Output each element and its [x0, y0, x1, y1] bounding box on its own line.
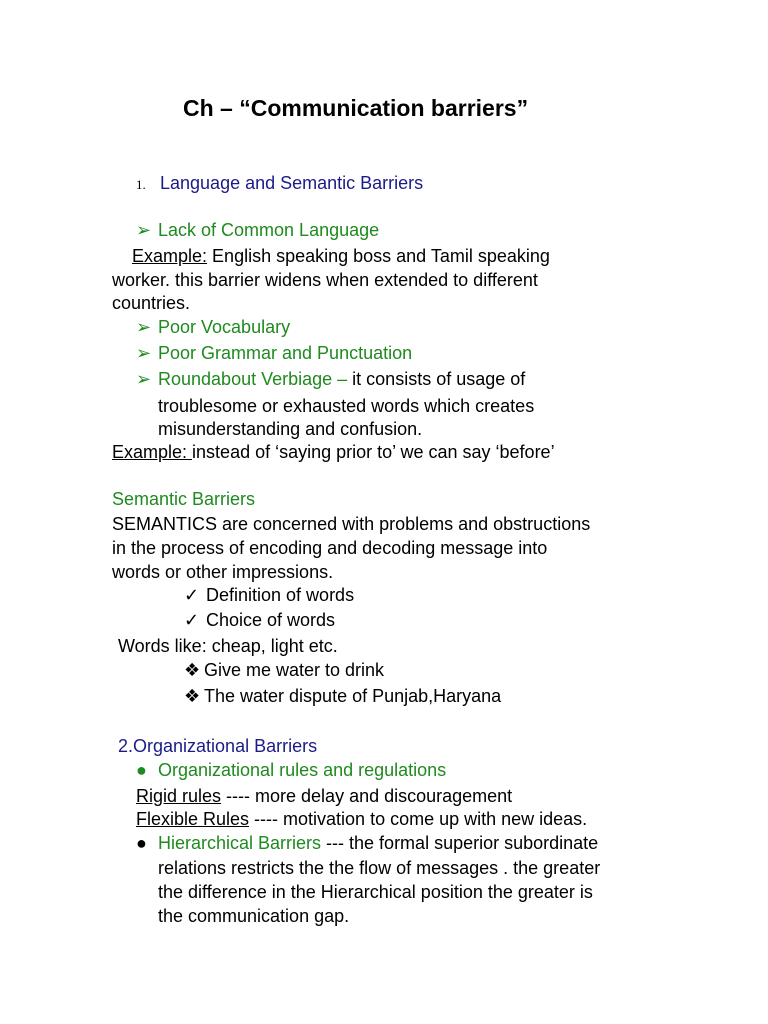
hierarchical-line-4: the communication gap. [158, 906, 350, 926]
item-text: it consists of usage of [347, 369, 526, 389]
item-label: Hierarchical Barriers [158, 833, 322, 853]
diamond-item-water [184, 659, 384, 681]
checkmark-icon: ✓ [184, 610, 200, 630]
item-label: Poor Vocabulary [158, 317, 291, 337]
section-2-heading: 2.Organizational Barriers [118, 736, 318, 756]
example-1-line-3: countries. [112, 293, 191, 313]
item-label: Definition of words [206, 585, 355, 605]
semantic-line-1: SEMANTICS are concerned with problems and obstructions [112, 514, 591, 534]
example-label: Example: [132, 246, 208, 266]
example-label: Example: [112, 442, 193, 462]
arrow-bullet-icon: ➢ [136, 343, 152, 363]
check-item-definition [184, 584, 354, 606]
flexible-rules-line [136, 808, 587, 830]
item-label: Choice of words [206, 610, 336, 630]
flexible-label: Flexible Rules [136, 809, 250, 829]
arrow-bullet-icon: ➢ [136, 317, 152, 337]
example-2 [112, 441, 555, 463]
diamond-bullet-icon: ❖ [184, 686, 201, 706]
arrow-bullet-icon: ➢ [136, 369, 152, 389]
semantic-barriers-heading: Semantic Barriers [112, 489, 256, 509]
flexible-text: ---- motivation to come up with new ideas. [249, 809, 588, 829]
item-label: Roundabout Verbiage – [158, 369, 348, 389]
diamond-bullet-icon: ❖ [184, 660, 201, 680]
example-text: English speaking boss and Tamil speaking [207, 246, 550, 266]
arrow-bullet-icon: ➢ [136, 220, 152, 240]
example-1-line-1 [132, 245, 550, 267]
semantic-line-2: in the process of encoding and decoding message into [112, 538, 548, 558]
section-number: 1. [136, 177, 146, 192]
section-1-heading-row [136, 172, 423, 196]
hierarchical-line-2: relations restricts the the flow of messages . the greater [158, 858, 601, 878]
words-like-line: Words like: cheap, light etc. [118, 636, 338, 656]
check-item-choice [184, 609, 335, 631]
item-label: The water dispute of Punjab,Haryana [204, 686, 502, 706]
rigid-rules-line [136, 785, 512, 807]
diamond-item-dispute [184, 685, 501, 707]
rigid-label: Rigid rules [136, 786, 222, 806]
list-item-poor-grammar [136, 342, 412, 364]
section-heading: Language and Semantic Barriers [160, 173, 424, 193]
circle-bullet-icon: ● [136, 760, 147, 780]
example-text: instead of ‘saying prior to’ we can say ‘before’ [192, 442, 555, 462]
page-title: Ch – “Communication barriers” [183, 95, 529, 121]
list-item-hierarchical [136, 832, 598, 854]
rigid-text: ---- more delay and discouragement [221, 786, 513, 806]
item-text: --- the formal superior subordinate [321, 833, 599, 853]
hierarchical-line-3: the difference in the Hierarchical position the greater is [158, 882, 593, 902]
semantic-line-3: words or other impressions. [112, 562, 334, 582]
item-label: Poor Grammar and Punctuation [158, 343, 413, 363]
example-1-line-2: worker. this barrier widens when extended to different [112, 270, 538, 290]
list-item-poor-vocabulary [136, 316, 290, 338]
list-item-org-rules [136, 759, 446, 781]
checkmark-icon: ✓ [184, 585, 200, 605]
roundabout-line-2: troublesome or exhausted words which creates [158, 396, 535, 416]
item-label: Give me water to drink [204, 660, 385, 680]
item-label: Organizational rules and regulations [158, 760, 447, 780]
roundabout-line-3: misunderstanding and confusion. [158, 419, 423, 439]
list-item-roundabout-verbiage [136, 368, 525, 390]
list-item-lack-common-language [136, 219, 379, 241]
circle-bullet-icon: ● [136, 833, 147, 853]
item-label: Lack of Common Language [158, 220, 380, 240]
